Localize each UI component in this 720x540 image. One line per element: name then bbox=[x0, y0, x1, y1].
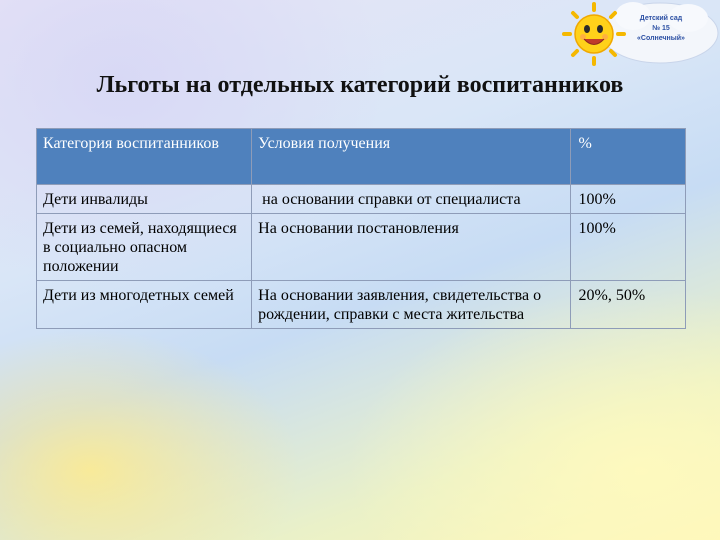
logo-line: «Солнечный» bbox=[637, 35, 685, 42]
table-header-row bbox=[37, 129, 686, 185]
cell-conditions: на основании справки от специалиста bbox=[252, 185, 570, 214]
logo-line: № 15 bbox=[652, 25, 670, 32]
cell-percent: 100% bbox=[570, 214, 686, 281]
cell-category: Дети инвалиды bbox=[37, 185, 252, 214]
cell-percent: 100% bbox=[570, 185, 686, 214]
header-conditions: Условия получения bbox=[252, 129, 570, 185]
header-category: Категория воспитанников bbox=[37, 129, 252, 185]
benefits-table bbox=[36, 128, 686, 329]
table-row bbox=[37, 281, 686, 329]
cell-category: Дети из семей, находящиеся в социально опасном положении bbox=[37, 214, 252, 281]
cell-percent: 20%, 50% bbox=[570, 281, 686, 329]
cell-conditions: На основании постановления bbox=[252, 214, 570, 281]
logo-line: Детский сад bbox=[639, 15, 683, 22]
cell-category: Дети из многодетных семей bbox=[37, 281, 252, 329]
slide-title: Льготы на отдельных категорий воспитанников bbox=[96, 72, 624, 98]
logo-text bbox=[620, 14, 702, 44]
cell-conditions: На основании заявления, свидетельства о рождении, справки с места жительства bbox=[252, 281, 570, 329]
header-percent: % bbox=[570, 129, 686, 185]
table-row bbox=[37, 185, 686, 214]
table-row bbox=[37, 214, 686, 281]
